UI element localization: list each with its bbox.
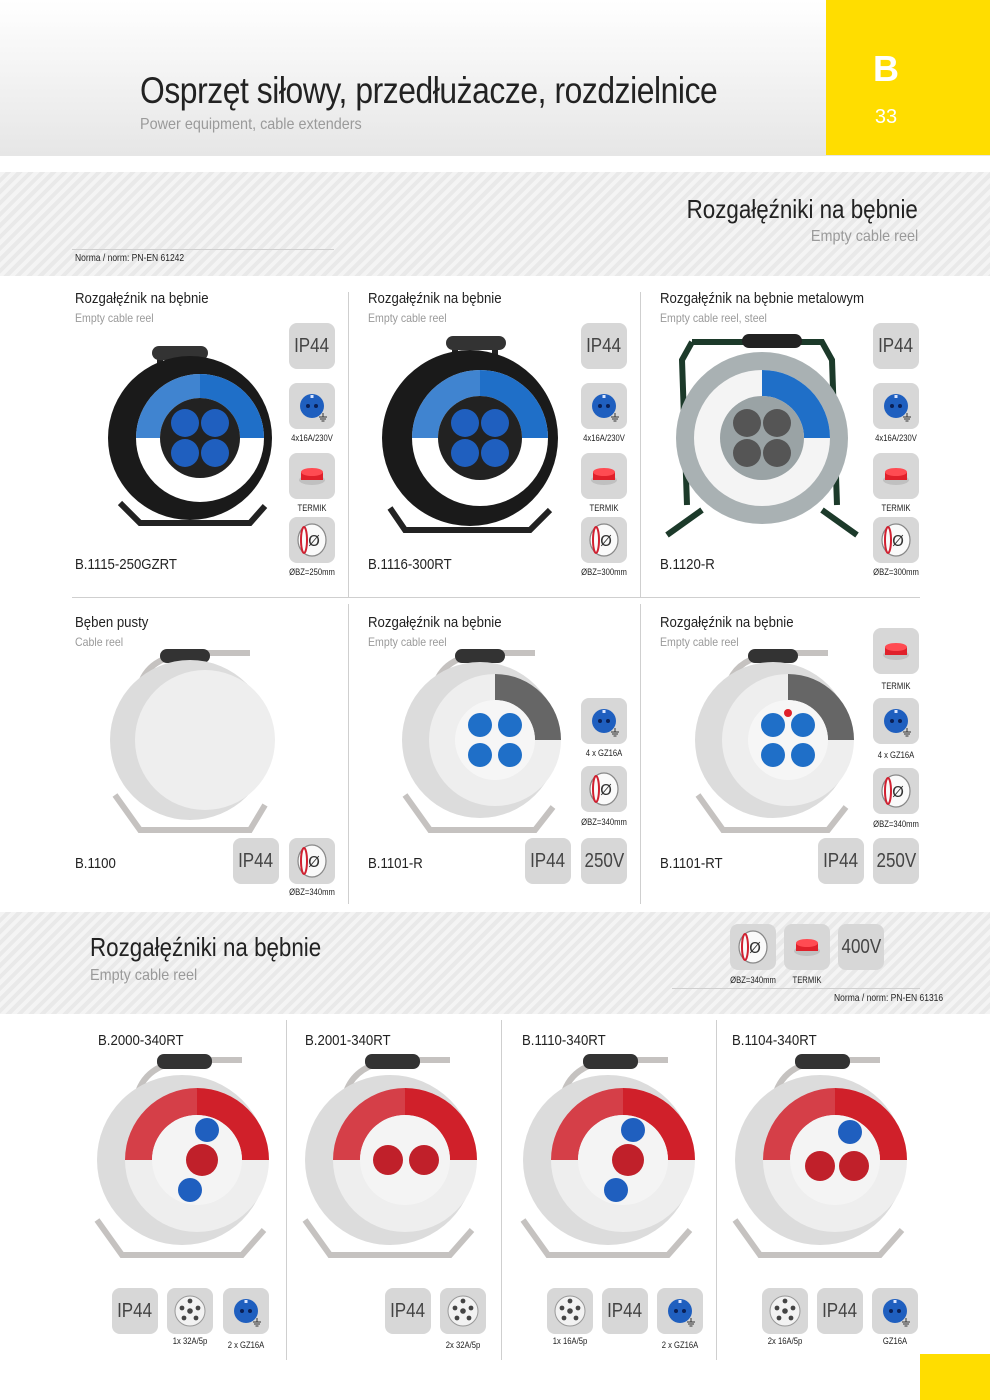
- termik-badge: [289, 453, 335, 499]
- column-divider: [640, 604, 641, 904]
- drum-diameter-icon: [876, 771, 916, 811]
- socket-label: 4 x GZ16A: [877, 750, 915, 760]
- thermal-button-icon: [584, 456, 624, 496]
- cable-reel-image: [688, 645, 868, 840]
- product-code: B.1101-R: [368, 855, 423, 872]
- five-pin-plug-icon: [765, 1291, 805, 1331]
- diameter-badge: [873, 768, 919, 814]
- voltage-badge: 400V: [838, 924, 884, 970]
- termik-badge: [873, 628, 919, 674]
- section-title: Rozgałęźniki na bębnie: [686, 194, 918, 224]
- product-subtitle: Empty cable reel: [368, 635, 447, 649]
- product-code: B.1115-250GZRT: [75, 556, 177, 573]
- product-title: Rozgałęźnik na bębnie: [75, 290, 209, 307]
- ip-rating-badge: IP44: [818, 838, 864, 884]
- plug-badge: [440, 1288, 486, 1334]
- socket-badge: [657, 1288, 703, 1334]
- column-divider: [640, 292, 641, 598]
- socket-badge: [223, 1288, 269, 1334]
- product-title: Rozgałęźnik na bębnie: [368, 614, 502, 631]
- row-divider: [72, 597, 920, 598]
- socket-label: GZ16A: [882, 1336, 908, 1346]
- termik-badge: [873, 453, 919, 499]
- footer-tab: [920, 1354, 990, 1400]
- drum-diameter-icon: [584, 769, 624, 809]
- product-subtitle: Empty cable reel: [75, 311, 154, 325]
- diameter-label: ØBZ=340mm: [730, 975, 776, 985]
- ip-rating-badge: IP44: [581, 323, 627, 369]
- product-code: B.1110-340RT: [522, 1032, 606, 1049]
- cable-reel-image: [100, 645, 290, 845]
- chapter-letter: B: [873, 48, 899, 89]
- column-divider: [501, 1020, 502, 1360]
- ip-rating-badge: IP44: [385, 1288, 431, 1334]
- column-divider: [716, 1020, 717, 1360]
- cable-reel-image: [730, 1050, 915, 1265]
- ip-rating-badge: IP44: [817, 1288, 863, 1334]
- socket-label: 2 x GZ16A: [661, 1340, 699, 1350]
- product-code: B.1101-RT: [660, 855, 723, 872]
- socket-badge: [581, 383, 627, 429]
- product-code: B.2001-340RT: [305, 1032, 391, 1049]
- diameter-label: ØBZ=300mm: [873, 567, 919, 577]
- product-code: B.2000-340RT: [98, 1032, 184, 1049]
- divider: [672, 988, 920, 989]
- ip-rating-badge: IP44: [602, 1288, 648, 1334]
- socket-badge: [872, 1288, 918, 1334]
- diameter-label: ØBZ=250mm: [289, 567, 335, 577]
- cable-reel-image: [300, 1050, 485, 1265]
- divider: [72, 249, 334, 250]
- product-subtitle: Empty cable reel: [660, 635, 739, 649]
- diameter-label: ØBZ=340mm: [873, 819, 919, 829]
- diameter-label: ØBZ=340mm: [289, 887, 335, 897]
- termik-badge: [581, 453, 627, 499]
- product-title: Rozgałęźnik na bębnie: [660, 614, 794, 631]
- ip-rating-badge: IP44: [289, 323, 335, 369]
- voltage-badge: 250V: [581, 838, 627, 884]
- blue-socket-icon: [292, 386, 332, 426]
- drum-diameter-icon: [292, 841, 332, 881]
- blue-socket-icon: [226, 1291, 266, 1331]
- termik-label: TERMIK: [792, 975, 822, 985]
- termik-label: TERMIK: [881, 503, 911, 513]
- diameter-badge: [289, 838, 335, 884]
- blue-socket-icon: [875, 1291, 915, 1331]
- drum-diameter-icon: [292, 520, 332, 560]
- product-code: B.1116-300RT: [368, 556, 452, 573]
- five-pin-plug-icon: [170, 1291, 210, 1331]
- socket-badge: [873, 698, 919, 744]
- diameter-badge: [730, 924, 776, 970]
- socket-label: 4 x GZ16A: [585, 748, 623, 758]
- ip-rating-badge: IP44: [112, 1288, 158, 1334]
- blue-socket-icon: [876, 386, 916, 426]
- diameter-label: ØBZ=300mm: [581, 567, 627, 577]
- termik-label: TERMIK: [589, 503, 619, 513]
- plug-label: 2x 16A/5p: [767, 1336, 803, 1346]
- plug-badge: [167, 1288, 213, 1334]
- product-subtitle: Empty cable reel, steel: [660, 311, 767, 325]
- cable-reel-image: [100, 338, 280, 538]
- blue-socket-icon: [660, 1291, 700, 1331]
- diameter-badge: [873, 517, 919, 563]
- product-title: Rozgałęźnik na bębnie: [368, 290, 502, 307]
- plug-badge: [762, 1288, 808, 1334]
- product-subtitle: Cable reel: [75, 635, 124, 649]
- thermal-button-icon: [292, 456, 332, 496]
- column-divider: [348, 604, 349, 904]
- socket-label: 4x16A/230V: [583, 433, 625, 443]
- section-title: Rozgałęźniki na bębnie: [90, 932, 322, 962]
- termik-label: TERMIK: [881, 681, 911, 691]
- section-subtitle: Empty cable reel: [90, 967, 198, 984]
- thermal-button-icon: [876, 456, 916, 496]
- socket-badge: [581, 698, 627, 744]
- blue-socket-icon: [584, 701, 624, 741]
- socket-label: 2 x GZ16A: [227, 1340, 265, 1350]
- norm-label: Norma / norm: PN-EN 61242: [75, 253, 185, 264]
- ip-rating-badge: IP44: [233, 838, 279, 884]
- diameter-badge: [581, 766, 627, 812]
- cable-reel-image: [380, 330, 570, 540]
- diameter-badge: [289, 517, 335, 563]
- plug-label: 1x 16A/5p: [552, 1336, 588, 1346]
- page-number: 33: [874, 106, 898, 128]
- socket-label: 4x16A/230V: [291, 433, 333, 443]
- socket-label: 4x16A/230V: [875, 433, 917, 443]
- plug-badge: [547, 1288, 593, 1334]
- termik-badge: [784, 924, 830, 970]
- thermal-button-icon: [876, 631, 916, 671]
- five-pin-plug-icon: [443, 1291, 483, 1331]
- thermal-button-icon: [787, 927, 827, 967]
- product-code: B.1100: [75, 855, 116, 872]
- drum-diameter-icon: [876, 520, 916, 560]
- drum-diameter-icon: [733, 927, 773, 967]
- ip-rating-badge: IP44: [873, 323, 919, 369]
- socket-badge: [873, 383, 919, 429]
- norm-label: Norma / norm: PN-EN 61316: [834, 993, 944, 1004]
- product-title: Rozgałęźnik na bębnie metalowym: [660, 290, 864, 307]
- section-subtitle: Empty cable reel: [810, 228, 918, 245]
- diameter-badge: [581, 517, 627, 563]
- socket-badge: [289, 383, 335, 429]
- column-divider: [348, 292, 349, 598]
- drum-diameter-icon: [584, 520, 624, 560]
- cable-reel-image: [518, 1050, 703, 1265]
- page-title: Osprzęt siłowy, przedłużacze, rozdzielnice: [140, 70, 718, 111]
- plug-label: 2x 32A/5p: [445, 1340, 481, 1350]
- page-subtitle: Power equipment, cable extenders: [140, 116, 362, 133]
- blue-socket-icon: [584, 386, 624, 426]
- cable-reel-image: [395, 645, 575, 840]
- diameter-label: ØBZ=340mm: [581, 817, 627, 827]
- product-subtitle: Empty cable reel: [368, 311, 447, 325]
- product-code: B.1104-340RT: [732, 1032, 817, 1049]
- cable-reel-image: [92, 1050, 277, 1265]
- product-title: Bęben pusty: [75, 614, 149, 631]
- voltage-badge: 250V: [873, 838, 919, 884]
- cable-reel-image: [662, 330, 862, 540]
- plug-label: 1x 32A/5p: [172, 1336, 208, 1346]
- product-code: B.1120-R: [660, 556, 715, 573]
- column-divider: [286, 1020, 287, 1360]
- termik-label: TERMIK: [297, 503, 327, 513]
- ip-rating-badge: IP44: [525, 838, 571, 884]
- five-pin-plug-icon: [550, 1291, 590, 1331]
- blue-socket-icon: [876, 701, 916, 741]
